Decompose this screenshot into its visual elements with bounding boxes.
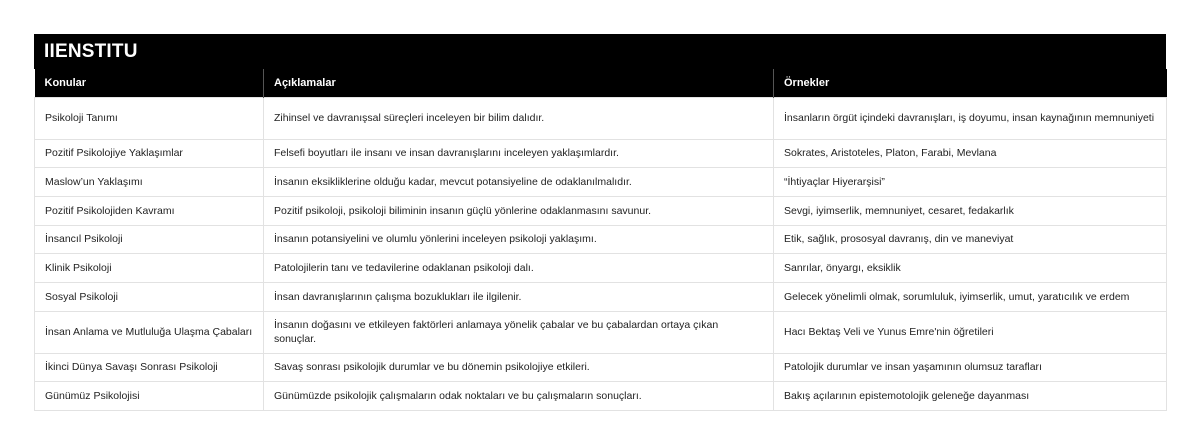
table-row xyxy=(35,353,1167,382)
cell-topic: Pozitif Psikolojiden Kavramı xyxy=(35,196,264,225)
cell-example: Hacı Bektaş Veli ve Yunus Emre'nin öğretileri xyxy=(774,311,1167,353)
cell-topic: İnsan Anlama ve Mutluluğa Ulaşma Çabaları xyxy=(35,311,264,353)
table-row xyxy=(35,311,1167,353)
cell-topic: Klinik Psikoloji xyxy=(35,254,264,283)
column-header-topics: Konular xyxy=(35,69,264,97)
cell-description: İnsanın eksikliklerine olduğu kadar, mevcut potansiyeline de odaklanılmalıdır. xyxy=(264,168,774,197)
cell-topic: Pozitif Psikolojiye Yaklaşımlar xyxy=(35,139,264,168)
table-row xyxy=(35,139,1167,168)
table-header-row xyxy=(35,69,1167,97)
cell-description: İnsanın doğasını ve etkileyen faktörleri anlamaya yönelik çabalar ve bu çabalardan ortaya çıkan sonuçlar. xyxy=(264,311,774,353)
topics-table xyxy=(34,69,1167,411)
table-row xyxy=(35,254,1167,283)
cell-description: Günümüzde psikolojik çalışmaların odak noktaları ve bu çalışmaların sonuçları. xyxy=(264,382,774,411)
cell-description: Pozitif psikoloji, psikoloji biliminin insanın güçlü yönlerine odaklanmasını savunur. xyxy=(264,196,774,225)
column-header-descriptions: Açıklamalar xyxy=(264,69,774,97)
cell-description: Patolojilerin tanı ve tedavilerine odaklanan psikoloji dalı. xyxy=(264,254,774,283)
cell-topic: Sosyal Psikoloji xyxy=(35,282,264,311)
cell-example: Gelecek yönelimli olmak, sorumluluk, iyimserlik, umut, yaratıcılık ve erdem xyxy=(774,282,1167,311)
table-row xyxy=(35,382,1167,411)
cell-topic: Maslow’un Yaklaşımı xyxy=(35,168,264,197)
cell-description: İnsanın potansiyelini ve olumlu yönlerini inceleyen psikoloji yaklaşımı. xyxy=(264,225,774,254)
cell-example: Sevgi, iyimserlik, memnuniyet, cesaret, fedakarlık xyxy=(774,196,1167,225)
cell-topic: Psikoloji Tanımı xyxy=(35,97,264,139)
cell-topic: Günümüz Psikolojisi xyxy=(35,382,264,411)
table-row xyxy=(35,282,1167,311)
cell-description: Savaş sonrası psikolojik durumlar ve bu dönemin psikolojiye etkileri. xyxy=(264,353,774,382)
table-row xyxy=(35,225,1167,254)
content-table-container xyxy=(34,34,1166,411)
cell-topic: İkinci Dünya Savaşı Sonrası Psikoloji xyxy=(35,353,264,382)
cell-example: Patolojik durumlar ve insan yaşamının olumsuz tarafları xyxy=(774,353,1167,382)
cell-description: Zihinsel ve davranışsal süreçleri inceleyen bir bilim dalıdır. xyxy=(264,97,774,139)
cell-example: Sanrılar, önyargı, eksiklik xyxy=(774,254,1167,283)
column-header-examples: Örnekler xyxy=(774,69,1167,97)
brand-banner: IIENSTITU xyxy=(34,34,1166,69)
table-row xyxy=(35,168,1167,197)
cell-example: Sokrates, Aristoteles, Platon, Farabi, Mevlana xyxy=(774,139,1167,168)
cell-description: Felsefi boyutları ile insanı ve insan davranışlarını inceleyen yaklaşımlardır. xyxy=(264,139,774,168)
cell-example: Etik, sağlık, prososyal davranış, din ve maneviyat xyxy=(774,225,1167,254)
cell-example: İnsanların örgüt içindeki davranışları, iş doyumu, insan kaynağının memnuniyeti xyxy=(774,97,1167,139)
cell-description: İnsan davranışlarının çalışma bozuklukları ile ilgilenir. xyxy=(264,282,774,311)
cell-example: Bakış açılarının epistemotolojik geleneğe dayanması xyxy=(774,382,1167,411)
table-row xyxy=(35,196,1167,225)
cell-topic: İnsancıl Psikoloji xyxy=(35,225,264,254)
cell-example: “İhtiyaçlar Hiyerarşisi” xyxy=(774,168,1167,197)
table-row xyxy=(35,97,1167,139)
